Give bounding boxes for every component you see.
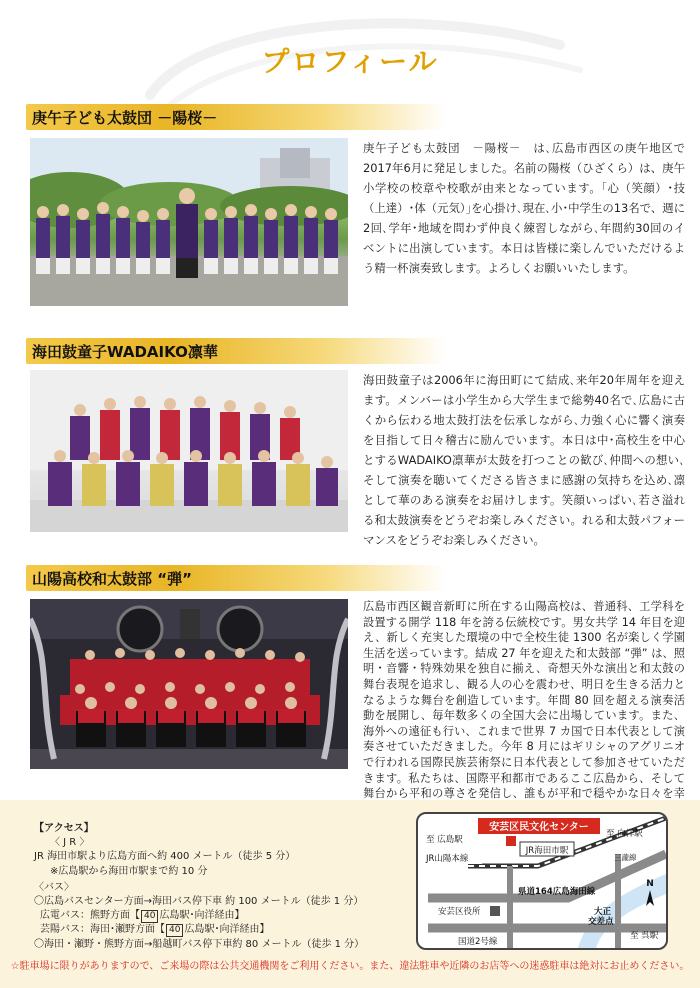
to-mukainada-label: 至 向洋駅 [606, 829, 643, 839]
route-2-label: 国道2号線 [458, 937, 498, 947]
jr-sanyo-label: JR山陽本線 [426, 854, 469, 864]
ward-office-label: 安芸区役所 [438, 907, 481, 917]
access-map [416, 812, 668, 950]
to-hiroshima-label: 至 広島駅 [426, 835, 463, 845]
route-number-badge: 40 [141, 910, 158, 923]
section-heading-banner [26, 338, 446, 364]
group-photo [30, 138, 348, 306]
profile-section-rinka [26, 338, 686, 547]
group-photo-illustration [30, 599, 348, 769]
section-body-text: 庚午子ども太鼓団 －陽桜－ は､広島市西区の庚午地区で2017年6月に発足しました。名前の陽桜（ひざくら）は、庚午小学校の校章や校歌が由来となっています。｢心（笑顔）･技（上達）･体（元気）｣を心掛け､現在､小･中学生の13名で、週に2回､学年･地域を問わず仲良く練習しながら､年間約30回のイベントに出演しています。本日は皆様に楽しんでいただけるよう精一杯演奏致します。よろしくお願いいたします。 [363, 141, 685, 275]
page-title: プロフィール [261, 45, 439, 78]
jr-directions: JR 海田市駅より広島方面へ約 400 メートル（徒歩 5 分） [34, 851, 296, 863]
route-164-label: 県道164広島海田線 [518, 887, 596, 897]
section-heading: 山陽高校和太鼓部 “弾” [32, 570, 192, 588]
venue-label: 安芸区民文化センター [489, 822, 589, 833]
station-label: JR海田市駅 [525, 846, 569, 856]
bus-geiyo-label: 芸陽バス：海田･瀬野方面【 [40, 924, 165, 936]
bus-geiyo-route: 広島駅･向洋経由】 [184, 924, 270, 936]
group-photo-illustration [30, 138, 348, 306]
bus-directions-2: 〇海田・瀬野・熊野方面→船越町バス停下車約 80 メートル（徒歩 1 分） [34, 938, 365, 950]
group-photo [30, 599, 348, 769]
jr-heading: 〈 J R 〉 [50, 837, 90, 849]
section-heading-banner [26, 104, 446, 130]
section-heading-banner [26, 565, 446, 591]
section-body-text: 海田鼓童子は2006年に海田町にて結成､来年20年周年を迎えます。メンバーは小学生から大学生まで総勢40名で､広島に古くから伝わる地太鼓打法を伝承しながら､力強く心に響く演奏を目指して日々稽古に励んでいます。本日は中･高校生を中心とするWADAIKO凛華が太鼓を打つことの歓び､仲間への想い､そして演奏を聴いてくださる皆さまに感謝の気持ちを込め､凛として華のある演奏をお届けします。笑顔いっぱい､若さ溢れる和太鼓演奏をどうぞお楽しみください。れる和太鼓パフォーマンスをどうぞお楽しみください。 [363, 373, 685, 547]
jr-note: ※広島駅から海田市駅まで約 10 分 [50, 865, 208, 877]
profile-section-youou [26, 104, 686, 314]
bus-hiroden-label: 広電バス：熊野方面【 [40, 910, 140, 922]
profile-section-dan [26, 565, 686, 801]
taisho-label: 大正 [594, 907, 612, 917]
route-number-badge: 40 [166, 924, 183, 937]
map-illustration [418, 814, 666, 948]
section-heading: 庚午子ども太鼓団 －陽桜－ [32, 109, 218, 127]
group-photo-illustration [30, 370, 348, 532]
ward-office-marker [490, 906, 500, 916]
bus-directions-1: 〇広島バスセンター方面→海田バス停下車 約 100 メートル（徒歩 1 分） [34, 896, 364, 908]
bus-hiroden [34, 909, 404, 923]
section-heading: 海田鼓童子WADAIKO凛華 [32, 343, 218, 361]
parking-notice: ☆駐車場に限りがありますので、ご来場の際は公共交通機関をご利用ください。また、違法駐車や近隣のお店等への迷惑駐車は絶対にお止めください。 [10, 961, 690, 972]
access-info [34, 822, 404, 952]
group-photo [30, 370, 348, 532]
bus-hiroden-route: 広島駅･向洋経由】 [159, 910, 245, 922]
venue-marker [506, 836, 516, 846]
bus-geiyo [34, 923, 404, 937]
access-heading: 【アクセス】 [34, 823, 94, 834]
mitaki-line-label: 三瀧線 [614, 853, 637, 862]
to-kure-label: 至 呉駅 [630, 931, 659, 941]
intersection-label: 交差点 [588, 917, 614, 927]
bus-heading: 〈バス〉 [34, 881, 74, 893]
north-label: N [646, 879, 654, 889]
section-body-text: 広島市西区観音新町に所在する山陽高校は、普通科、工学科を設置する開学 118 年を誇る伝統校です。男女共学 14 年目を迎え、新しく充実した環境の中で全校生徒 1300 名が楽しく学園生活を送っています。結成 27 年を迎えた和太鼓部 “弾” は、照明・音響・特殊効果を独自に揃え、奇想天外な演出と和太鼓の舞台表現を追求し、観る人の心を震わせ、明日を生きる活力となるような舞台を創造しています。年間 80 回を超える演奏活動を展開し、毎年数多くの全国大会に出場しています。また、海外への遠征も行い、これまで世界 7 カ国で日本代表として演奏させていただきました。今年 8 月にはギリシャのアグリニオで行われる国際民族芸術祭に日本代表として参加させていただきます。私たちは、国際平和都市であるここ広島から、そして舞台から平和の尊さを発信し、誰もが平和で穏やかな日々を幸 [363, 600, 685, 801]
